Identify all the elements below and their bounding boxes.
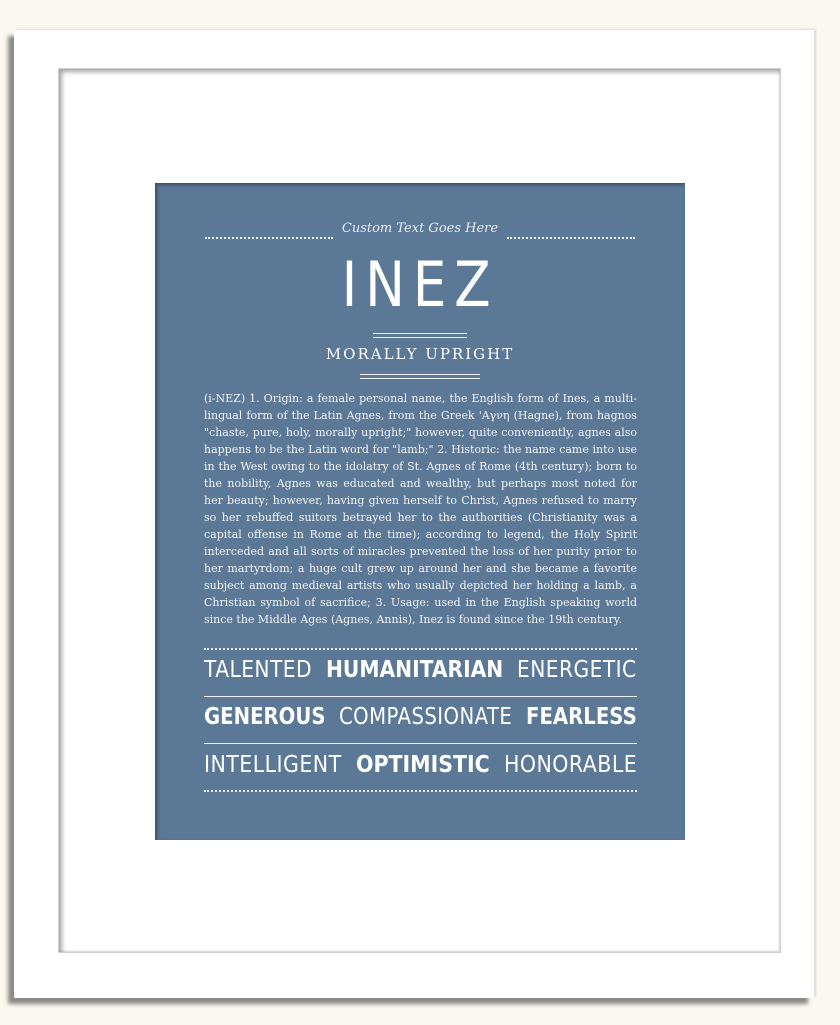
traits-bottom-dotted-rule (204, 790, 637, 792)
trait: GENEROUS (204, 704, 326, 730)
traits-top-dotted-rule (204, 648, 637, 650)
name-print (155, 183, 685, 840)
trait: FEARLESS (526, 704, 638, 730)
trait-row-2 (204, 704, 637, 730)
trait: HONORABLE (503, 752, 638, 778)
top-right-dotted-rule (507, 237, 635, 239)
name-underline-2 (373, 337, 467, 338)
name-description: (i-NEZ) 1. Origin: a female personal name, the English form of Ines, a multi-lingual form of the Latin Agnes, from the Greek 'Αγνη (Hagne), from hagnos "chaste, pure, holy, morally upright;" however, quite conveniently, agnes also happens to be the Latin word for "lamb;" 2. Historic: the name came into use in the West owing to the idolatry of St. Agnes of Rome (4th century); born to the nobility, Agnes was educated and wealthy, but perhaps most noted for her beauty; however, having given herself to Christ, Agnes refused to marry so her rebuffed suitors betrayed her to the authorities (Christianity was a capital offense in Rome at the time); according to legend, the Holy Spirit interceded and all sorts of miracles prevented the loss of her purity prior to her martyrdom; a huge cult grew up around her and she became a favorite subject among medieval artists who usually depicted her holding a lamb, a Christian symbol of sacrifice; 3. Usage: used in the English speaking world since the Middle Ages (Agnes, Annis), Inez is found since the 19th century. (204, 392, 637, 626)
meaning-underline-2 (360, 378, 480, 379)
trait-divider-2 (204, 743, 637, 744)
custom-text: Custom Text Goes Here (341, 221, 499, 236)
meaning-underline-1 (360, 374, 480, 375)
trait: INTELLIGENT (204, 752, 342, 778)
trait: HUMANITARIAN (326, 657, 504, 683)
trait: TALENTED (204, 657, 313, 683)
trait-row-3 (204, 752, 637, 778)
name-title: INEZ (341, 248, 499, 321)
name-meaning: MORALLY UPRIGHT (325, 345, 515, 363)
trait: OPTIMISTIC (355, 752, 490, 778)
trait-divider-1 (204, 696, 637, 697)
trait: COMPASSIONATE (339, 704, 513, 730)
trait-row-1 (204, 657, 637, 683)
trait: ENERGETIC (517, 657, 638, 683)
top-left-dotted-rule (205, 237, 333, 239)
name-underline-1 (373, 333, 467, 334)
